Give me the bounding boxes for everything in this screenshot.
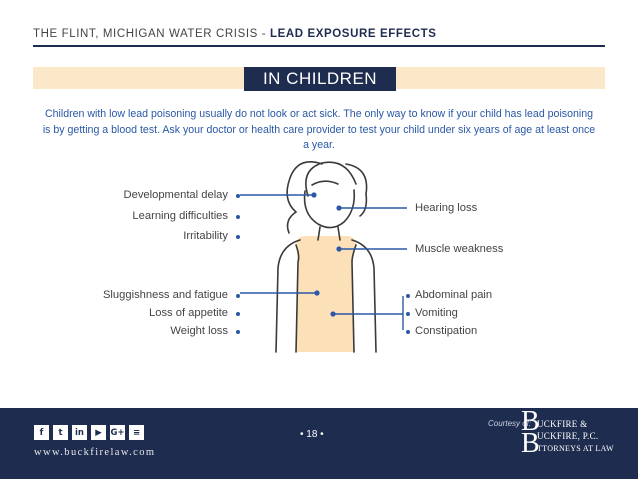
effect-sluggishness: Sluggishness and fatigue bbox=[102, 289, 228, 301]
firm-logo bbox=[521, 406, 614, 459]
header-highlight: LEAD EXPOSURE EFFECTS bbox=[269, 28, 437, 40]
bullet bbox=[406, 312, 410, 316]
bullet bbox=[406, 294, 410, 298]
section-title: IN CHILDREN bbox=[244, 67, 396, 91]
effect-loss-of-appetite: Loss of appetite bbox=[149, 307, 228, 319]
effect-constipation: Constipation bbox=[415, 325, 478, 337]
bullet bbox=[236, 194, 240, 198]
effect-irritability: Irritability bbox=[183, 230, 228, 242]
courtesy-text: Courtesy of: bbox=[488, 419, 532, 428]
social-icons bbox=[34, 425, 144, 440]
intro-text: Children with low lead poisoning usually do not look or act sick. The only way to know if your child has lead poisoning is by getting a blood test. Ask your doctor or health care provider to test your child under six years of age at least once a year. bbox=[42, 108, 596, 151]
bullet bbox=[236, 294, 240, 298]
rss-icon[interactable]: ≡ bbox=[129, 425, 144, 440]
effect-learning-difficulties: Learning difficulties bbox=[132, 210, 228, 222]
bullet bbox=[236, 330, 240, 334]
effect-vomiting: Vomiting bbox=[415, 307, 458, 319]
youtube-icon[interactable]: ▶ bbox=[91, 425, 106, 440]
effect-hearing-loss: Hearing loss bbox=[415, 202, 478, 214]
firm-name-line3: TTORNEYS AT LAW bbox=[537, 444, 614, 453]
effect-muscle-weakness: Muscle weakness bbox=[415, 243, 504, 255]
effect-developmental-delay: Developmental delay bbox=[123, 189, 228, 201]
effect-abdominal-pain: Abdominal pain bbox=[415, 289, 493, 301]
firm-name-line1: UCKFIRE & bbox=[537, 419, 588, 429]
page-number: • 18 • bbox=[300, 429, 324, 440]
google-plus-icon[interactable]: G+ bbox=[110, 425, 125, 440]
bullet bbox=[406, 330, 410, 334]
firm-name-line2: UCKFIRE, P.C. bbox=[537, 431, 599, 441]
bullet bbox=[236, 215, 240, 219]
bullet bbox=[236, 312, 240, 316]
child-shirt bbox=[296, 236, 356, 352]
bullet bbox=[236, 235, 240, 239]
website-link[interactable]: www.buckfirelaw.com bbox=[34, 447, 156, 458]
linkedin-icon[interactable]: in bbox=[72, 425, 87, 440]
effect-weight-loss: Weight loss bbox=[170, 325, 228, 337]
twitter-icon[interactable]: t bbox=[53, 425, 68, 440]
logo-letter-b-top: B bbox=[521, 406, 540, 437]
header-prefix: THE FLINT, MICHIGAN WATER CRISIS - bbox=[33, 28, 270, 40]
facebook-icon[interactable]: f bbox=[34, 425, 49, 440]
logo-letter-b-bottom: B bbox=[521, 428, 540, 459]
